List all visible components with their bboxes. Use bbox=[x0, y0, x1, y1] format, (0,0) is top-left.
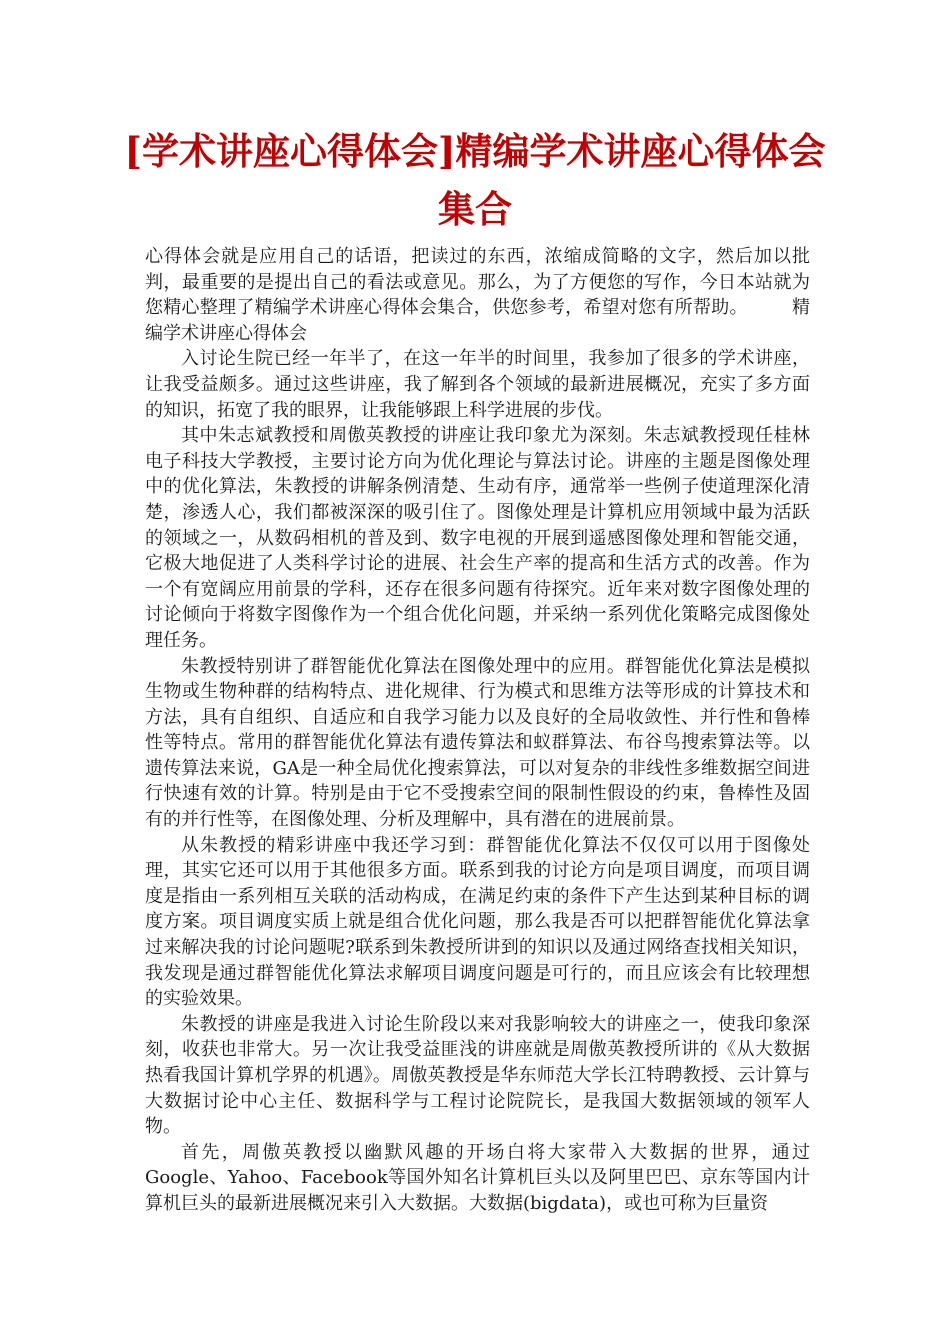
body-paragraph-3: 朱教授特别讲了群智能优化算法在图像处理中的应用。群智能优化算法是模拟生物或生物种群的结构特点、进化规律、行为模式和思维方法等形成的计算技术和方法，具有自组织、自适应和自我学习能力以及良好的全局收敛性、并行性和鲁棒性等特点。常用的群智能优化算法有遗传算法和蚁群算法、布谷鸟搜索算法等。以遗传算法来说，GA是一种全局优化搜索算法，可以对复杂的非线性多维数据空间进行快速有效的计算。特别是由于它不受搜索空间的限制性假设的约束，鲁棒性及固有的并行性等，在图像处理、分析及理解中，具有潜在的进展前景。 bbox=[145, 655, 810, 831]
body-paragraph-2: 其中朱志斌教授和周傲英教授的讲座让我印象尤为深刻。朱志斌教授现任桂林电子科技大学教授，主要讨论方向为优化理论与算法讨论。讲座的主题是图像处理中的优化算法，朱教授的讲解条例清楚、生动有序，通常举一些例子使道理深化清楚，渗透人心，我们都被深深的吸引住了。图像处理是计算机应用领域中最为活跃的领域之一，从数码相机的普及到、数字电视的开展到遥感图像处理和智能交通，它极大地促进了人类科学讨论的进展、社会生产率的提高和生活方式的改善。作为一个有宽阔应用前景的学科，还存在很多问题有待探究。近年来对数字图像处理的讨论倾向于将数字图像作为一个组合优化问题，并采纳一系列优化策略完成图像处理任务。 bbox=[145, 425, 810, 651]
body-paragraph-4: 从朱教授的精彩讲座中我还学习到：群智能优化算法不仅仅可以用于图像处理，其实它还可以用于其他很多方面。联系到我的讨论方向是项目调度，而项目调度是指由一系列相互关联的活动构成，在满足约束的条件下产生达到某种目标的调度方案。项目调度实质上就是组合优化问题，那么我是否可以把群智能优化算法拿过来解决我的讨论问题呢?联系到朱教授所讲到的知识以及通过网络查找相关知识，我发现是通过群智能优化算法求解项目调度问题是可行的，而且应该会有比较理想的实验效果。 bbox=[145, 834, 810, 1010]
intro-paragraph bbox=[145, 244, 810, 346]
intro-text: 心得体会就是应用自己的话语，把读过的东西，浓缩成简略的文字，然后加以批判，最重要的是提出自己的看法或意见。那么，为了方便您的写作，今日本站就为您精心整理了精编学术讲座心得体会集合，供您参考，希望对您有所帮助。 bbox=[145, 246, 810, 319]
body-paragraph-6: 首先，周傲英教授以幽默风趣的开场白将大家带入大数据的世界，通过Google、Yahoo、Facebook等国外知名计算机巨头以及阿里巴巴、京东等国内计算机巨头的最新进展概况来引入大数据。大数据(bigdata)，或也可称为巨量资 bbox=[145, 1141, 810, 1214]
body-paragraph-1: 入讨论生院已经一年半了，在这一年半的时间里，我参加了很多的学术讲座，让我受益颇多。通过这些讲座，我了解到各个领域的最新进展概况，充实了多方面的知识，拓宽了我的眼界，让我能够跟上科学进展的步伐。 bbox=[145, 348, 810, 421]
body-paragraph-5: 朱教授的讲座是我进入讨论生阶段以来对我影响较大的讲座之一，使我印象深刻，收获也非常大。另一次让我受益匪浅的讲座就是周傲英教授所讲的《从大数据热看我国计算机学界的机遇》。周傲英教授是华东师范大学长江特聘教授、云计算与大数据讨论中心主任、数据科学与工程讨论院院长，是我国大数据领域的领军人物。 bbox=[145, 1013, 810, 1138]
document-title: [学术讲座心得体会]精编学术讲座心得体会集合 bbox=[124, 129, 826, 231]
intro-subheading: 精编学术讲座心得体会 bbox=[145, 297, 810, 344]
document-body bbox=[145, 244, 810, 1217]
